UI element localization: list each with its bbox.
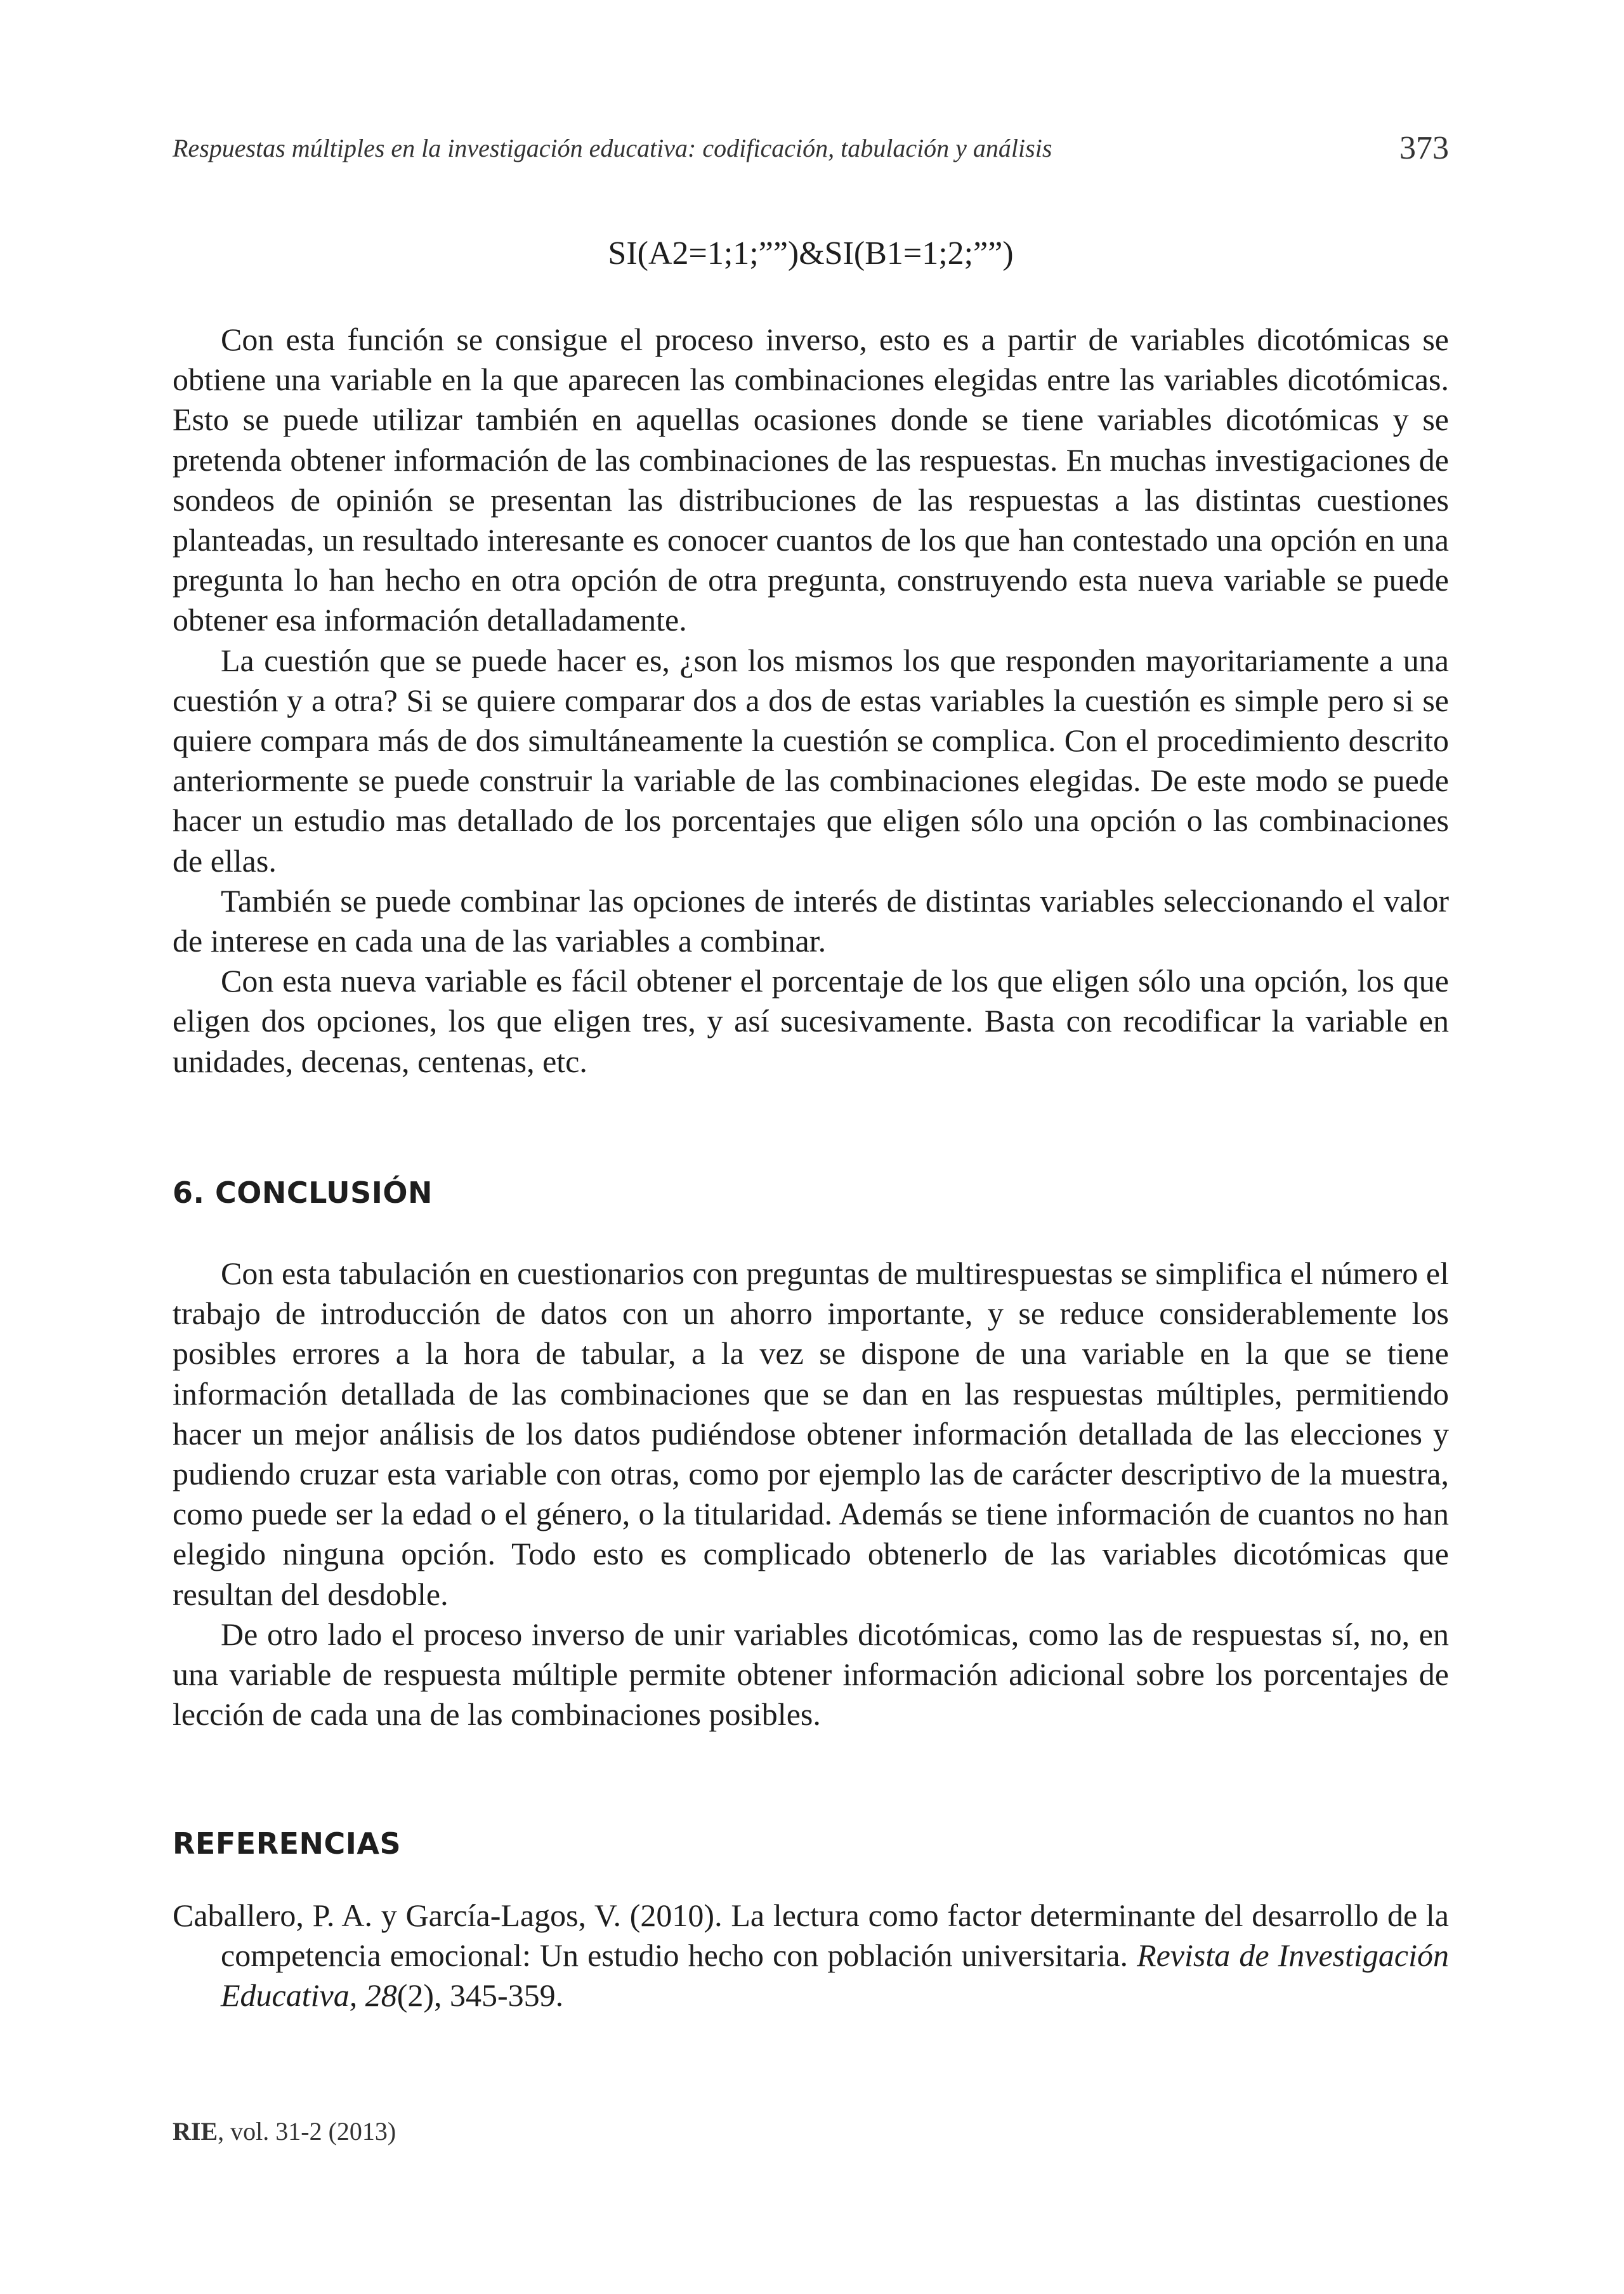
page-number: 373 — [1399, 130, 1449, 166]
conclusion-paragraph: Con esta tabulación en cuestionarios con preguntas de multirespuestas se simplifica el número el trabajo de introducción de datos con un ahorro importante, y se reduce considerablemente los posibles errores a la hora de tabular, a la vez se dispone de una variable en la que se tiene información detallada de las combinaciones que se dan en las respuestas múltiples, permitiendo hacer un mejor análisis de los datos pudiéndose obtener información detallada de las elecciones y pudiendo cruzar esta variable con otras, como por ejemplo las de carácter descriptivo de la muestra, como puede ser la edad o el género, o la titularidad. Además se tiene información de cuantos no han elegido ninguna opción. Todo esto es complicado obtenerlo de las variables dicotómicas que resultan del desdoble. — [173, 1255, 1449, 1612]
body-paragraph: La cuestión que se puede hacer es, ¿son los mismos los que responden mayoritariamente a una cuestión y a otra? Si se quiere comparar dos a dos de estas variables la cuestión es simple pero si se quiere compara más de dos simultáneamente la cuestión se complica. Con el procedimiento descrito anteriormente se puede construir la variable de las combinaciones elegidas. De este modo se puede hacer un estudio mas detallado de los porcentajes que eligen sólo una opción o las combinaciones de ellas. — [173, 642, 1449, 879]
section-heading-conclusion: 6. CONCLUSIÓN — [173, 1176, 433, 1210]
conclusion-paragraph: De otro lado el proceso inverso de unir variables dicotómicas, como las de respuestas sí, no, en una variable de respuesta múltiple permite obtener información adicional sobre los porcentajes de lección de cada una de las combinaciones posibles. — [173, 1616, 1449, 1733]
conclusion-section — [173, 1254, 1449, 1734]
footer — [173, 2115, 396, 2148]
body-paragraph: Con esta función se consigue el proceso inverso, esto es a partir de variables dicotómicas se obtiene una variable en la que aparecen las combinaciones elegidas entre las variables dicotómicas. Esto se puede utilizar también en aquellas ocasiones donde se tiene variables dicotómicas y se pretenda obtener información de las combinaciones de las respuestas. En muchas investigaciones de sondeos de opinión se presentan las distribuciones de las respuestas a las distintas cuestiones planteadas, un resultado interesante es conocer cuantos de los que han contestado una opción en una pregunta lo han hecho en otra opción de otra pregunta, construyendo esta nueva variable se puede obtener esa información detalladamente. — [173, 322, 1449, 638]
formula: SI(A2=1;1;””)&SI(B1=1;2;””) — [608, 235, 1014, 272]
reference-journal: Revista de Investigación Educativa, 28 — [221, 1937, 1449, 2014]
section-heading-references: REFERENCIAS — [173, 1826, 402, 1861]
body-paragraph: Con esta nueva variable es fácil obtener el porcentaje de los que eligen sólo una opción, los que eligen dos opciones, los que eligen tres, y así sucesivamente. Basta con recodificar la variable en unidades, decenas, centenas, etc. — [173, 963, 1449, 1079]
reference-authors: Caballero, P. A. y García-Lagos, V. (2010). La lectura como factor determinante del desarrollo de la competencia emocional: Un estudio hecho con población universitaria. — [173, 1897, 1449, 1974]
running-header: Respuestas múltiples en la investigación educativa: codificación, tabulación y análisis — [173, 134, 1052, 162]
body-section — [173, 320, 1449, 1082]
reference-issue-pages: (2), 345-359. — [396, 1977, 564, 2014]
reference-entry — [173, 1896, 1449, 2016]
body-paragraph: También se puede combinar las opciones de interés de distintas variables seleccionando el valor de interese en cada una de las variables a combinar. — [173, 882, 1449, 959]
footer-volume: , vol. 31-2 (2013) — [218, 2117, 396, 2146]
footer-journal-abbr: RIE — [173, 2117, 218, 2146]
